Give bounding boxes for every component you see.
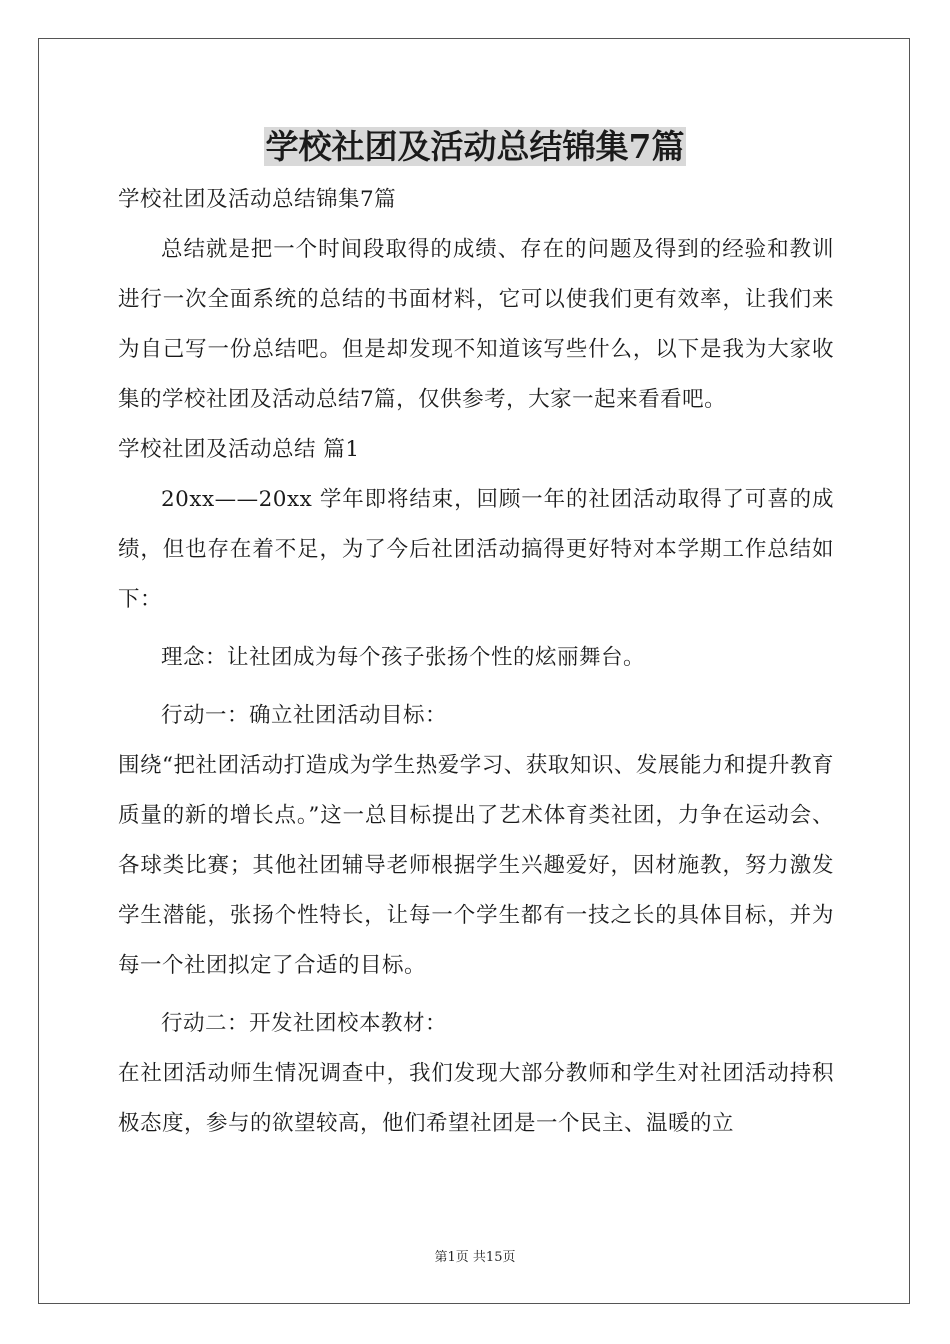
document-title-text: 学校社团及活动总结锦集7篇: [265, 127, 685, 166]
paragraph-1: 20xx——20xx 学年即将结束，回顾一年的社团活动取得了可喜的成绩，但也存在着不足，为了今后社团活动搞得更好特对本学期工作总结如下：: [118, 487, 834, 612]
paragraph-action-one-body: 围绕“把社团活动打造成为学生热爱学习、获取知识、发展能力和提升教育质量的新的增长点。”这一总目标提出了艺术体育类社团，力争在运动会、各球类比赛；其他社团辅导老师根据学生兴趣爱好，因材施教，努力激发学生潜能，张扬个性特长，让每一个学生都有一技之长的具体目标，并为每一个社团拟定了合适的目标。: [118, 753, 834, 978]
paragraph-action-two-body: 在社团活动师生情况调查中，我们发现大部分教师和学生对社团活动持积极态度，参与的欲望较高，他们希望社团是一个民主、温暖的立: [118, 1061, 834, 1136]
paragraph-action-one: 行动一：确立社团活动目标：: [161, 703, 448, 728]
intro-paragraph: 总结就是把一个时间段取得的成绩、存在的问题及得到的经验和教训进行一次全面系统的总结的书面材料，它可以使我们更有效率，让我们来为自己写一份总结吧。但是却发现不知道该写些什么，以下是我为大家收集的学校社团及活动总结7篇，仅供参考，大家一起来看看吧。: [118, 237, 834, 412]
document-title: [0, 124, 950, 170]
document-body: [118, 175, 834, 1149]
section-heading: 学校社团及活动总结 篇1: [118, 437, 360, 462]
document-subtitle: 学校社团及活动总结锦集7篇: [118, 187, 397, 212]
paragraph-concept: 理念：让社团成为每个孩子张扬个性的炫丽舞台。: [161, 645, 646, 670]
page-footer: 第1页 共15页: [434, 1250, 516, 1265]
paragraph-action-two: 行动二：开发社团校本教材：: [161, 1011, 448, 1036]
